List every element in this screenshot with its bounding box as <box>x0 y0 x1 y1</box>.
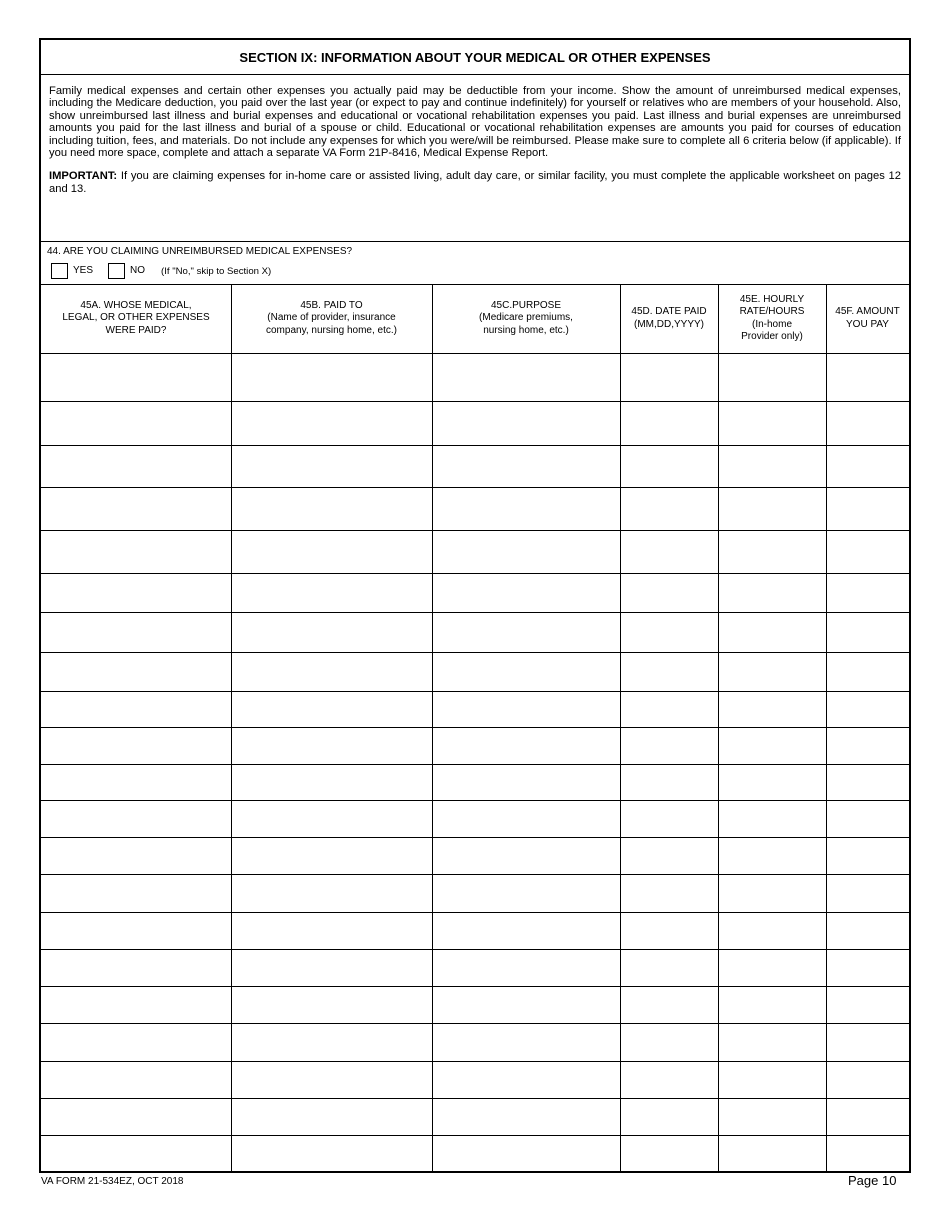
column-header-line: 45C.PURPOSE <box>490 300 561 312</box>
entry-cell-paid-to[interactable] <box>232 1024 432 1061</box>
entry-cell-date-paid[interactable] <box>621 354 718 401</box>
entry-cell-whose-expenses[interactable] <box>42 987 231 1023</box>
form-id: VA FORM 21-534EZ, OCT 2018 <box>41 1176 184 1187</box>
entry-cell-date-paid[interactable] <box>621 488 718 530</box>
entry-cell-paid-to[interactable] <box>232 765 432 800</box>
entry-cell-purpose[interactable] <box>433 1136 620 1171</box>
entry-cell-purpose[interactable] <box>433 728 620 764</box>
entry-cell-purpose[interactable] <box>433 402 620 445</box>
entry-cell-purpose[interactable] <box>433 950 620 986</box>
entry-cell-paid-to[interactable] <box>232 446 432 487</box>
entry-cell-purpose[interactable] <box>433 765 620 800</box>
entry-cell-whose-expenses[interactable] <box>42 531 231 573</box>
column-header-line: (Medicare premiums, <box>479 312 573 324</box>
entry-cell-paid-to[interactable] <box>232 728 432 764</box>
entry-cell-hourly-rate[interactable] <box>719 488 826 530</box>
column-header-line: YOU PAY <box>846 318 889 330</box>
instructions-paragraph: Family medical expenses and certain other expenses you actually paid may be deductible from your income. Show the amount of unreimbursed medical expenses, including the Medicare deduction, you paid over the last year (or expect to pay and continue indefinitely) for yourself or relatives who are members of your household. Also, show unreimbursed last illness and burial expenses and educational or vocational rehabilitation expenses you paid. Last illness and burial expenses are unreimbursed amounts you paid for the last illness and burial of a spouse or child. Educational or vocational rehabilitation expenses are amounts you paid for courses of education including tuition, fees, and materials. Do not include any expenses for which you were/will be reimbursed. Please make sure to complete all 6 criteria below (if applicable). If you need more space, complete and attach a separate VA Form 21P-8416, Medical Expense Report. <box>49 85 901 160</box>
entry-cell-date-paid[interactable] <box>621 913 718 949</box>
entry-cell-date-paid[interactable] <box>621 531 718 573</box>
column-header-date-paid <box>620 284 718 353</box>
column-header-line: 45B. PAID TO <box>300 300 363 312</box>
entry-cell-hourly-rate[interactable] <box>719 446 826 487</box>
no-label: NO <box>130 265 145 276</box>
entry-cell-hourly-rate[interactable] <box>719 950 826 986</box>
entry-cell-hourly-rate[interactable] <box>719 838 826 874</box>
column-header-line: company, nursing home, etc.) <box>266 324 397 336</box>
entry-cell-whose-expenses[interactable] <box>42 1136 231 1171</box>
entry-cell-amount-paid[interactable] <box>827 488 909 530</box>
entry-cell-whose-expenses[interactable] <box>42 574 231 612</box>
entry-cell-hourly-rate[interactable] <box>719 692 826 727</box>
entry-cell-hourly-rate[interactable] <box>719 1024 826 1061</box>
entry-cell-whose-expenses[interactable] <box>42 488 231 530</box>
entry-cell-purpose[interactable] <box>433 653 620 691</box>
entry-cell-amount-paid[interactable] <box>827 765 909 800</box>
entry-cell-whose-expenses[interactable] <box>42 765 231 800</box>
entry-cell-paid-to[interactable] <box>232 692 432 727</box>
entry-cell-whose-expenses[interactable] <box>42 1024 231 1061</box>
entry-cell-hourly-rate[interactable] <box>719 574 826 612</box>
entry-cell-date-paid[interactable] <box>621 950 718 986</box>
column-header-line: 45A. WHOSE MEDICAL, <box>80 300 192 312</box>
entry-cell-date-paid[interactable] <box>621 574 718 612</box>
entry-cell-paid-to[interactable] <box>232 875 432 912</box>
entry-cell-whose-expenses[interactable] <box>42 728 231 764</box>
entry-cell-date-paid[interactable] <box>621 765 718 800</box>
entry-cell-paid-to[interactable] <box>232 987 432 1023</box>
entry-cell-hourly-rate[interactable] <box>719 987 826 1023</box>
entry-cell-date-paid[interactable] <box>621 1136 718 1171</box>
entry-cell-purpose[interactable] <box>433 446 620 487</box>
entry-cell-amount-paid[interactable] <box>827 875 909 912</box>
entry-cell-purpose[interactable] <box>433 1024 620 1061</box>
entry-cell-paid-to[interactable] <box>232 354 432 401</box>
entry-cell-whose-expenses[interactable] <box>42 402 231 445</box>
entry-cell-hourly-rate[interactable] <box>719 801 826 837</box>
entry-cell-amount-paid[interactable] <box>827 1062 909 1098</box>
entry-cell-date-paid[interactable] <box>621 613 718 652</box>
entry-cell-whose-expenses[interactable] <box>42 875 231 912</box>
entry-cell-purpose[interactable] <box>433 838 620 874</box>
entry-cell-purpose[interactable] <box>433 987 620 1023</box>
form-frame <box>39 38 911 1173</box>
entry-cell-whose-expenses[interactable] <box>42 354 231 401</box>
entry-cell-amount-paid[interactable] <box>827 613 909 652</box>
entry-cell-hourly-rate[interactable] <box>719 728 826 764</box>
entry-cell-whose-expenses[interactable] <box>42 653 231 691</box>
entry-cell-purpose[interactable] <box>433 801 620 837</box>
yes-label: YES <box>73 265 94 276</box>
entry-cell-amount-paid[interactable] <box>827 653 909 691</box>
entry-cell-whose-expenses[interactable] <box>42 613 231 652</box>
entry-cell-purpose[interactable] <box>433 1062 620 1098</box>
entry-cell-whose-expenses[interactable] <box>42 801 231 837</box>
entry-cell-whose-expenses[interactable] <box>42 446 231 487</box>
entry-cell-amount-paid[interactable] <box>827 1024 909 1061</box>
entry-cell-hourly-rate[interactable] <box>719 613 826 652</box>
entry-cell-paid-to[interactable] <box>232 950 432 986</box>
column-header-line: RATE/HOURS <box>739 306 805 318</box>
important-note <box>49 170 901 195</box>
entry-cell-paid-to[interactable] <box>232 1099 432 1135</box>
entry-cell-paid-to[interactable] <box>232 1136 432 1171</box>
entry-cell-date-paid[interactable] <box>621 653 718 691</box>
entry-cell-purpose[interactable] <box>433 875 620 912</box>
entry-cell-amount-paid[interactable] <box>827 574 909 612</box>
important-text: If you are claiming expenses for in-home care or assisted living, adult day care, or similar facility, you must complete the applicable worksheet on pages 12 and 13. <box>49 170 901 195</box>
entry-cell-paid-to[interactable] <box>232 574 432 612</box>
entry-cell-hourly-rate[interactable] <box>719 531 826 573</box>
entry-cell-purpose[interactable] <box>433 488 620 530</box>
entry-cell-purpose[interactable] <box>433 354 620 401</box>
entry-cell-date-paid[interactable] <box>621 728 718 764</box>
entry-cell-paid-to[interactable] <box>232 613 432 652</box>
entry-cell-whose-expenses[interactable] <box>42 1062 231 1098</box>
entry-cell-amount-paid[interactable] <box>827 531 909 573</box>
column-header-line: LEGAL, OR OTHER EXPENSES <box>62 312 210 324</box>
entry-cell-paid-to[interactable] <box>232 653 432 691</box>
column-header-purpose <box>432 284 620 353</box>
entry-cell-hourly-rate[interactable] <box>719 1136 826 1171</box>
entry-cell-amount-paid[interactable] <box>827 692 909 727</box>
column-header-line: 45E. HOURLY <box>739 294 805 306</box>
entry-cell-purpose[interactable] <box>433 574 620 612</box>
entry-cell-whose-expenses[interactable] <box>42 913 231 949</box>
entry-cell-purpose[interactable] <box>433 692 620 727</box>
entry-cell-paid-to[interactable] <box>232 801 432 837</box>
entry-cell-amount-paid[interactable] <box>827 950 909 986</box>
entry-cell-hourly-rate[interactable] <box>719 1062 826 1098</box>
expense-table <box>41 284 909 1171</box>
entry-cell-purpose[interactable] <box>433 531 620 573</box>
entry-cell-hourly-rate[interactable] <box>719 913 826 949</box>
column-header-amount-paid <box>826 284 909 353</box>
question-44 <box>41 241 909 285</box>
column-header-line: (MM,DD,YYYY) <box>634 318 704 330</box>
entry-cell-amount-paid[interactable] <box>827 1099 909 1135</box>
entry-cell-paid-to[interactable] <box>232 913 432 949</box>
column-header-line: 45F. AMOUNT <box>835 306 900 318</box>
entry-cell-hourly-rate[interactable] <box>719 653 826 691</box>
skip-note: (If "No," skip to Section X) <box>161 266 272 277</box>
entry-cell-whose-expenses[interactable] <box>42 1099 231 1135</box>
question-44-label: 44. ARE YOU CLAIMING UNREIMBURSED MEDICAL EXPENSES? <box>47 246 353 257</box>
no-checkbox[interactable] <box>108 263 125 279</box>
entry-cell-date-paid[interactable] <box>621 838 718 874</box>
entry-cell-whose-expenses[interactable] <box>42 950 231 986</box>
column-header-line: WERE PAID? <box>105 324 167 336</box>
column-header-line: 45D. DATE PAID <box>631 306 707 318</box>
entry-cell-hourly-rate[interactable] <box>719 875 826 912</box>
yes-checkbox[interactable] <box>51 263 68 279</box>
page-number: Page 10 <box>848 1173 897 1188</box>
entry-cell-amount-paid[interactable] <box>827 728 909 764</box>
entry-cell-amount-paid[interactable] <box>827 913 909 949</box>
column-header-paid-to <box>231 284 432 353</box>
entry-cell-date-paid[interactable] <box>621 402 718 445</box>
entry-cell-paid-to[interactable] <box>232 838 432 874</box>
entry-cell-hourly-rate[interactable] <box>719 1099 826 1135</box>
column-header-line: (In-home <box>751 318 792 330</box>
entry-cell-date-paid[interactable] <box>621 987 718 1023</box>
section-title: SECTION IX: INFORMATION ABOUT YOUR MEDICAL OR OTHER EXPENSES <box>41 40 909 75</box>
entry-cell-amount-paid[interactable] <box>827 354 909 401</box>
entry-cell-paid-to[interactable] <box>232 1062 432 1098</box>
entry-cell-purpose[interactable] <box>433 613 620 652</box>
entry-cell-amount-paid[interactable] <box>827 446 909 487</box>
entry-cell-hourly-rate[interactable] <box>719 402 826 445</box>
column-header-line: Provider only) <box>741 330 803 342</box>
entry-cell-purpose[interactable] <box>433 913 620 949</box>
entry-cell-amount-paid[interactable] <box>827 838 909 874</box>
entry-cell-whose-expenses[interactable] <box>42 692 231 727</box>
entry-cell-date-paid[interactable] <box>621 692 718 727</box>
entry-cell-amount-paid[interactable] <box>827 801 909 837</box>
entry-cell-purpose[interactable] <box>433 1099 620 1135</box>
entry-cell-date-paid[interactable] <box>621 1024 718 1061</box>
entry-cell-date-paid[interactable] <box>621 446 718 487</box>
column-header-line: (Name of provider, insurance <box>267 312 396 324</box>
entry-cell-date-paid[interactable] <box>621 1099 718 1135</box>
entry-cell-paid-to[interactable] <box>232 488 432 530</box>
entry-cell-amount-paid[interactable] <box>827 402 909 445</box>
entry-cell-date-paid[interactable] <box>621 1062 718 1098</box>
important-label: IMPORTANT: <box>49 170 118 183</box>
entry-cell-amount-paid[interactable] <box>827 1136 909 1171</box>
entry-cell-whose-expenses[interactable] <box>42 838 231 874</box>
entry-cell-amount-paid[interactable] <box>827 987 909 1023</box>
entry-cell-paid-to[interactable] <box>232 402 432 445</box>
column-header-hourly-rate <box>718 284 826 353</box>
entry-cell-hourly-rate[interactable] <box>719 765 826 800</box>
instructions <box>49 85 901 206</box>
column-header-whose-expenses <box>41 284 231 353</box>
entry-cell-date-paid[interactable] <box>621 875 718 912</box>
entry-cell-hourly-rate[interactable] <box>719 354 826 401</box>
entry-cell-paid-to[interactable] <box>232 531 432 573</box>
column-header-line: nursing home, etc.) <box>483 324 569 336</box>
entry-cell-date-paid[interactable] <box>621 801 718 837</box>
